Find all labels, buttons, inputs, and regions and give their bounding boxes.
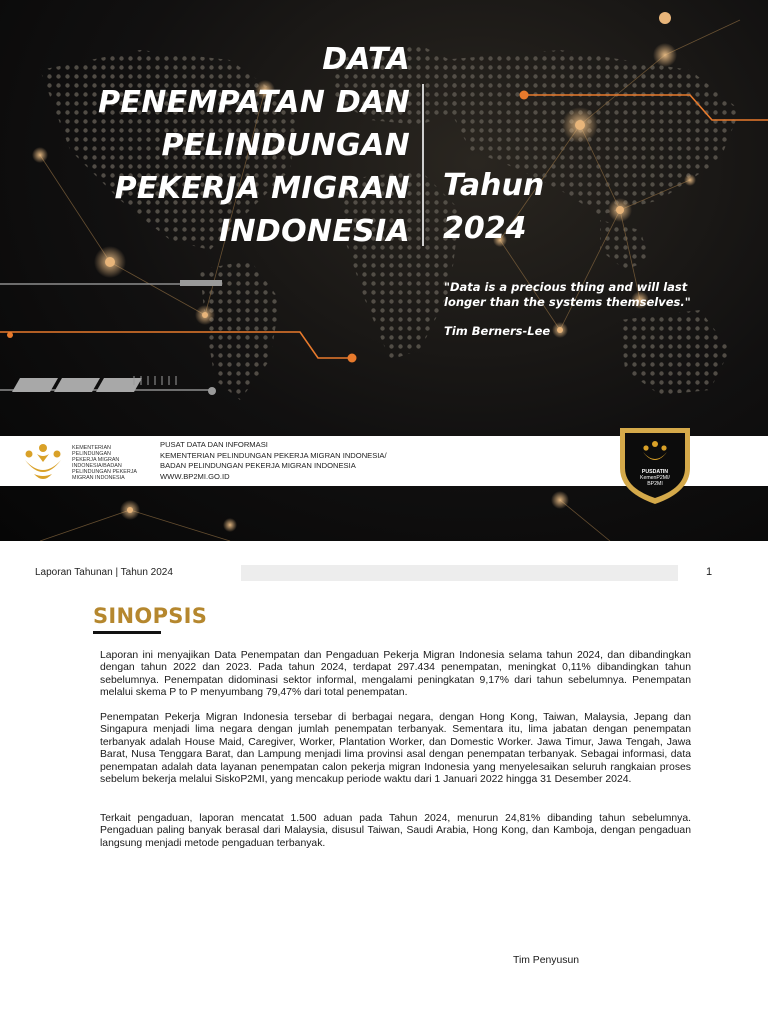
cover-title — [30, 38, 410, 253]
section-underline — [93, 631, 161, 634]
ministry-text-line: PELINDUNGAN PEKERJA — [72, 469, 138, 475]
title-line: PELINDUNGAN — [161, 128, 410, 163]
title-line: INDONESIA — [219, 214, 410, 249]
ministry-text-line: INDONESIA/BADAN — [72, 463, 122, 469]
synopsis-paragraph: Terkait pengaduan, laporan mencatat 1.500 aduan pada Tahun 2024, menurun 24,81% dibanding tahun sebelumnya. Pengaduan paling banyak berasal dari Malaysia, disusul Taiwan, Saudi Arabia, Hong Kong, dan Kamboja, dengan pengaduan langsung menjadi metode pengaduan terbanyak. — [100, 813, 691, 849]
ministry-text-line: PELINDUNGAN — [72, 451, 111, 457]
publisher-line: BADAN PELINDUNGAN PEKERJA MIGRAN INDONESIA — [160, 461, 356, 470]
title-line: DATA — [322, 42, 410, 77]
publisher-line: KEMENTERIAN PELINDUNGAN PEKERJA MIGRAN INDONESIA/ — [160, 450, 387, 460]
publisher-line: PUSAT DATA DAN INFORMASI — [160, 440, 268, 449]
shield-text-line: KemenP2MI/ — [640, 475, 670, 481]
publisher-info — [160, 440, 387, 482]
page-header-bar — [241, 565, 678, 581]
title-line: PENEMPATAN DAN — [98, 85, 410, 120]
ministry-text-line: MIGRAN INDONESIA — [72, 475, 125, 481]
year-label: Tahun — [443, 168, 545, 203]
shield-text-line: BP2MI — [647, 481, 663, 487]
synopsis-paragraph: Laporan ini menyajikan Data Penempatan dan Pengaduan Pekerja Migran Indonesia selama tahun 2024, dan dibandingkan dengan tahun 2022 dan 2023. Pada tahun 2024, terdapat 297.434 penempatan, meningkat 0,11% dibandingkan tahun sebelumnya. Penempatan didominasi sektor informal, mengalami peningkatan 9,17% dari tahun sebelumnya. Penempatan melalui skema P to P menyumbang 79,47% dari total penempatan. — [100, 650, 691, 699]
ministry-logo-text — [72, 445, 152, 481]
cover-year — [443, 164, 544, 250]
year-value: 2024 — [443, 211, 527, 246]
pusdatin-shield-icon — [616, 424, 694, 506]
quote-author: Tim Berners-Lee — [444, 324, 551, 338]
title-divider — [422, 84, 424, 246]
ministry-text-line: PEKERJA MIGRAN — [72, 457, 120, 463]
ministry-logo-icon — [20, 440, 66, 484]
publisher-website[interactable]: WWW.BP2MI.GO.ID — [160, 471, 230, 481]
cover-quote: "Data is a precious thing and will last longer than the systems themselves." — [444, 280, 691, 309]
title-line: PEKERJA MIGRAN — [114, 171, 410, 206]
page-header-title: Laporan Tahunan | Tahun 2024 — [35, 567, 173, 578]
synopsis-paragraph: Penempatan Pekerja Migran Indonesia tersebar di berbagai negara, dengan Hong Kong, Taiwan, Malaysia, Jepang dan Singapura menjadi lima negara dengan jumlah penempatan terbanyak. Sementara itu, lima jabatan dengan penempatan terbanyak adalah House Maid, Caregiver, Worker, Plantation Worker, dan Domestic Worker. Jawa Timur, Jawa Tengah, Jawa Barat, Nusa Tenggara Barat, dan Lampung menjadi lima provinsi asal dengan penempatan terbanyak. Sebagai informasi, data penempatan adalah data layanan penempatan calon pekerja migran Indonesia yang menyelesaikan seluruh rangkaian proses sebelum bekerja melalui SiskoP2MI, yang mencakup periode waktu dari 1 Januari 2022 hingga 31 Desember 2024. — [100, 712, 691, 786]
shield-text — [616, 469, 694, 487]
ministry-text-line: KEMENTERIAN — [72, 445, 111, 451]
shield-text-line: PUSDATIN — [641, 469, 669, 475]
page-number: 1 — [706, 566, 713, 578]
section-title: SINOPSIS — [93, 604, 208, 628]
signature: Tim Penyusun — [513, 955, 580, 966]
